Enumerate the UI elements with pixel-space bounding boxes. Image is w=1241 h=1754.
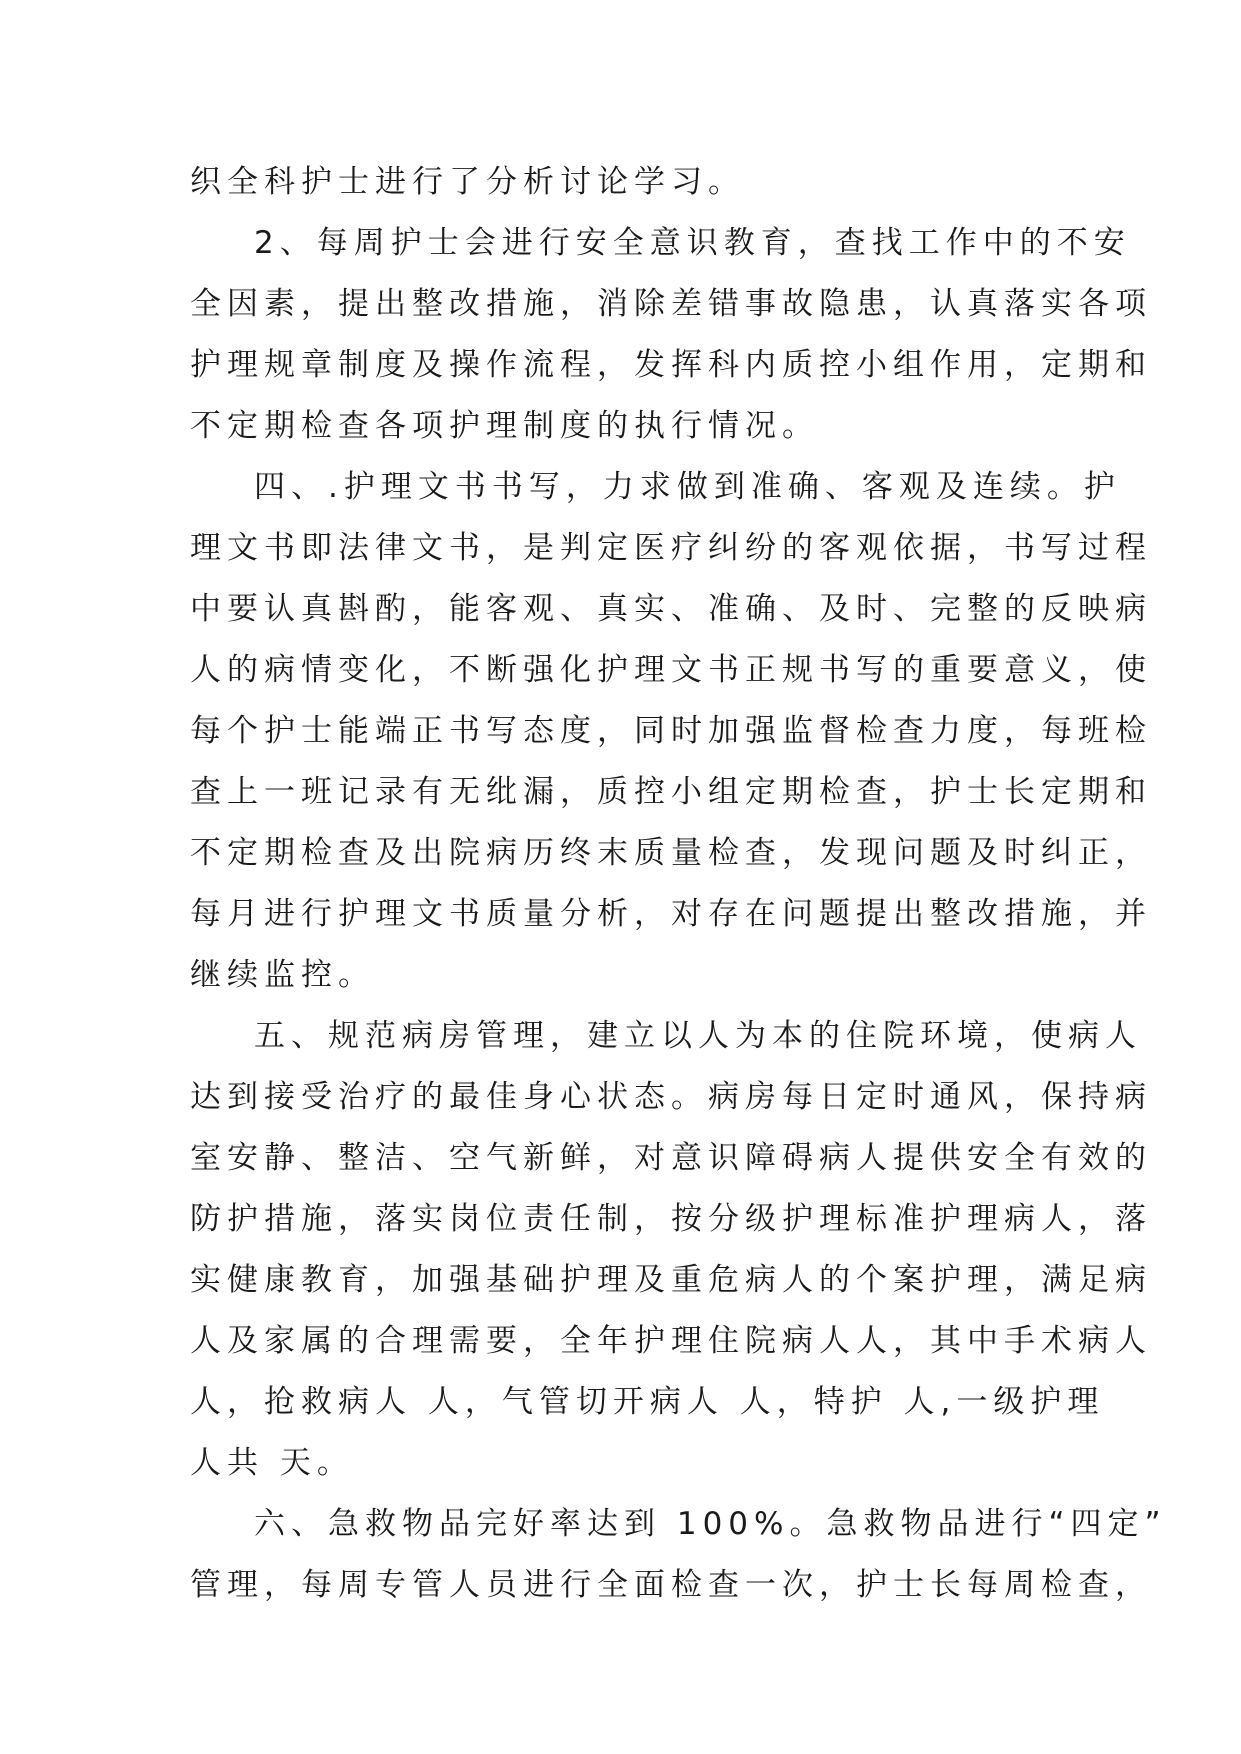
text-line: 六、急救物品完好率达到 100%。急救物品进行“四定”	[254, 1506, 1167, 1542]
text-line: 实健康教育，加强基础护理及重危病人的个案护理，满足病	[190, 1262, 1152, 1298]
text-line: 管理，每周专管人员进行全面检查一次，护士长每周检查，	[190, 1567, 1152, 1603]
text-line: 全因素，提出整改措施，消除差错事故隐患，认真落实各项	[190, 286, 1152, 322]
text-line: 防护措施，落实岗位责任制，按分级护理标准护理病人，落	[190, 1201, 1152, 1237]
text-line: 每月进行护理文书质量分析，对存在问题提出整改措施，并	[190, 896, 1152, 932]
text-line: 人共 天。	[190, 1445, 354, 1481]
text-line: 人及家属的合理需要，全年护理住院病人人，其中手术病人	[190, 1323, 1152, 1359]
text-line: 每个护士能端正书写态度，同时加强监督检查力度，每班检	[190, 713, 1152, 749]
text-line: 达到接受治疗的最佳身心状态。病房每日定时通风，保持病	[190, 1079, 1152, 1115]
text-line: 五、规范病房管理，建立以人为本的住院环境，使病人	[254, 1018, 1142, 1054]
text-line: 理文书即法律文书，是判定医疗纠纷的客观依据，书写过程	[190, 530, 1152, 566]
text-line: 护理规章制度及操作流程，发挥科内质控小组作用，定期和	[190, 347, 1152, 383]
document-body	[190, 152, 1167, 1616]
text-line: 查上一班记录有无纰漏，质控小组定期检查，护士长定期和	[190, 774, 1152, 810]
text-line: 2、每周护士会进行安全意识教育，查找工作中的不安	[254, 225, 1131, 261]
text-line: 中要认真斟酌，能客观、真实、准确、及时、完整的反映病	[190, 591, 1152, 627]
text-line: 室安静、整洁、空气新鲜，对意识障碍病人提供安全有效的	[190, 1140, 1152, 1176]
text-line: 织全科护士进行了分析讨论学习。	[190, 164, 745, 200]
text-line: 四、.护理文书书写，力求做到准确、客观及连续。护	[254, 469, 1121, 505]
text-line: 继续监控。	[190, 957, 375, 993]
text-line: 不定期检查各项护理制度的执行情况。	[190, 408, 819, 444]
text-line: 人的病情变化，不断强化护理文书正规书写的重要意义，使	[190, 652, 1152, 688]
text-line: 不定期检查及出院病历终末质量检查，发现问题及时纠正，	[190, 835, 1152, 871]
text-line: 人，抢救病人 人，气管切开病人 人，特护 人,一级护理	[190, 1384, 1105, 1420]
